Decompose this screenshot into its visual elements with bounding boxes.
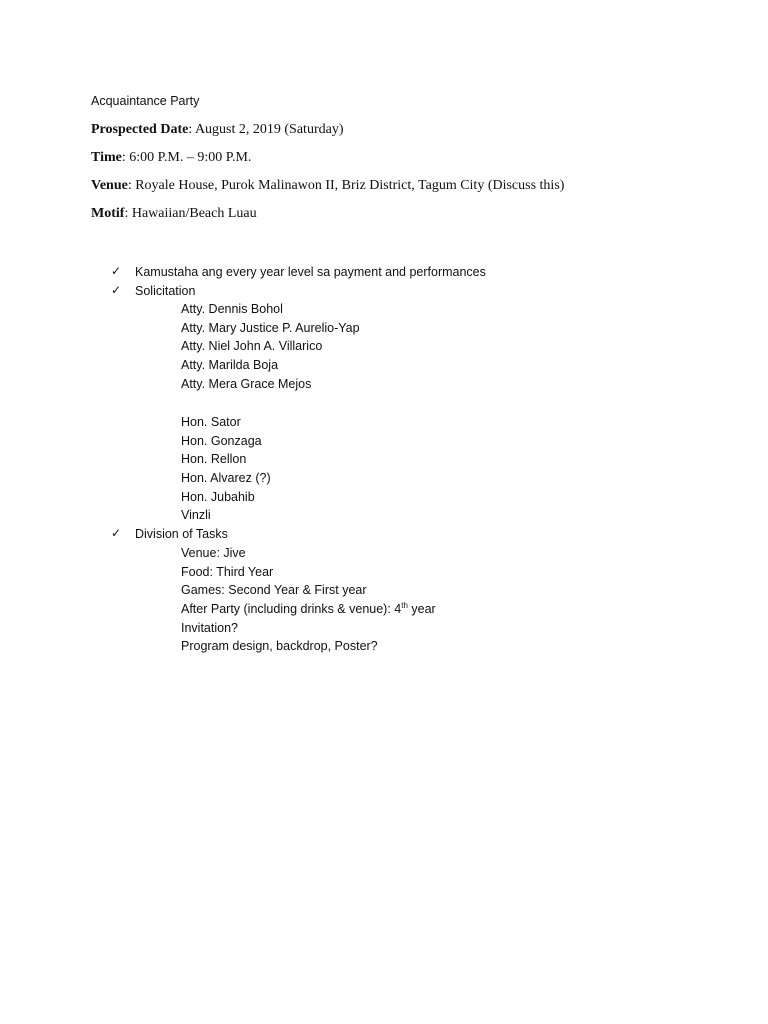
solicitation-item: Atty. Mera Grace Mejos: [181, 377, 312, 391]
task-item-after-party: [181, 601, 436, 617]
solicitation-item: Atty. Dennis Bohol: [181, 302, 283, 316]
field-value: : Hawaiian/Beach Luau: [124, 206, 257, 221]
task-item-suffix: year: [407, 602, 436, 616]
solicitation-item: Atty. Niel John A. Villarico: [181, 339, 323, 353]
task-item: Food: Third Year: [181, 565, 274, 579]
bullet-kamustaha: Kamustaha ang every year level sa payment and performances: [135, 265, 486, 279]
document-title: Acquaintance Party: [91, 94, 200, 108]
task-item: Program design, backdrop, Poster?: [181, 639, 378, 653]
solicitation-item: Hon. Jubahib: [181, 490, 255, 504]
bullet-solicitation: Solicitation: [135, 284, 196, 298]
field-value: : August 2, 2019 (Saturday): [188, 122, 344, 137]
solicitation-item: Atty. Marilda Boja: [181, 358, 279, 372]
task-item: Venue: Jive: [181, 546, 246, 560]
solicitation-item: Atty. Mary Justice P. Aurelio-Yap: [181, 321, 360, 335]
solicitation-item: Vinzli: [181, 508, 211, 522]
task-item-text: After Party (including drinks & venue): 4: [181, 602, 402, 616]
field-label: Time: [91, 150, 122, 165]
solicitation-item: Hon. Rellon: [181, 452, 247, 466]
field-label: Motif: [91, 206, 125, 221]
check-mark-icon: ✓: [111, 526, 122, 540]
solicitation-item: Hon. Gonzaga: [181, 434, 262, 448]
field-value: : 6:00 P.M. – 9:00 P.M.: [121, 150, 252, 165]
field-venue: [91, 177, 564, 195]
field-value: : Royale House, Purok Malinawon II, Briz District, Tagum City (Discuss this): [127, 178, 565, 193]
field-motif: [91, 205, 257, 223]
task-item: Invitation?: [181, 621, 238, 635]
check-mark-icon: ✓: [111, 264, 122, 278]
check-mark-icon: ✓: [111, 283, 122, 297]
solicitation-item: Hon. Sator: [181, 415, 241, 429]
field-prospected-date: [91, 121, 343, 139]
field-label: Venue: [91, 178, 128, 193]
bullet-division-of-tasks: Division of Tasks: [135, 527, 228, 541]
ordinal-superscript: th: [401, 601, 408, 610]
solicitation-item: Hon. Alvarez (?): [181, 471, 271, 485]
field-time: [91, 149, 251, 167]
task-item: Games: Second Year & First year: [181, 583, 367, 597]
field-label: Prospected Date: [91, 122, 189, 137]
